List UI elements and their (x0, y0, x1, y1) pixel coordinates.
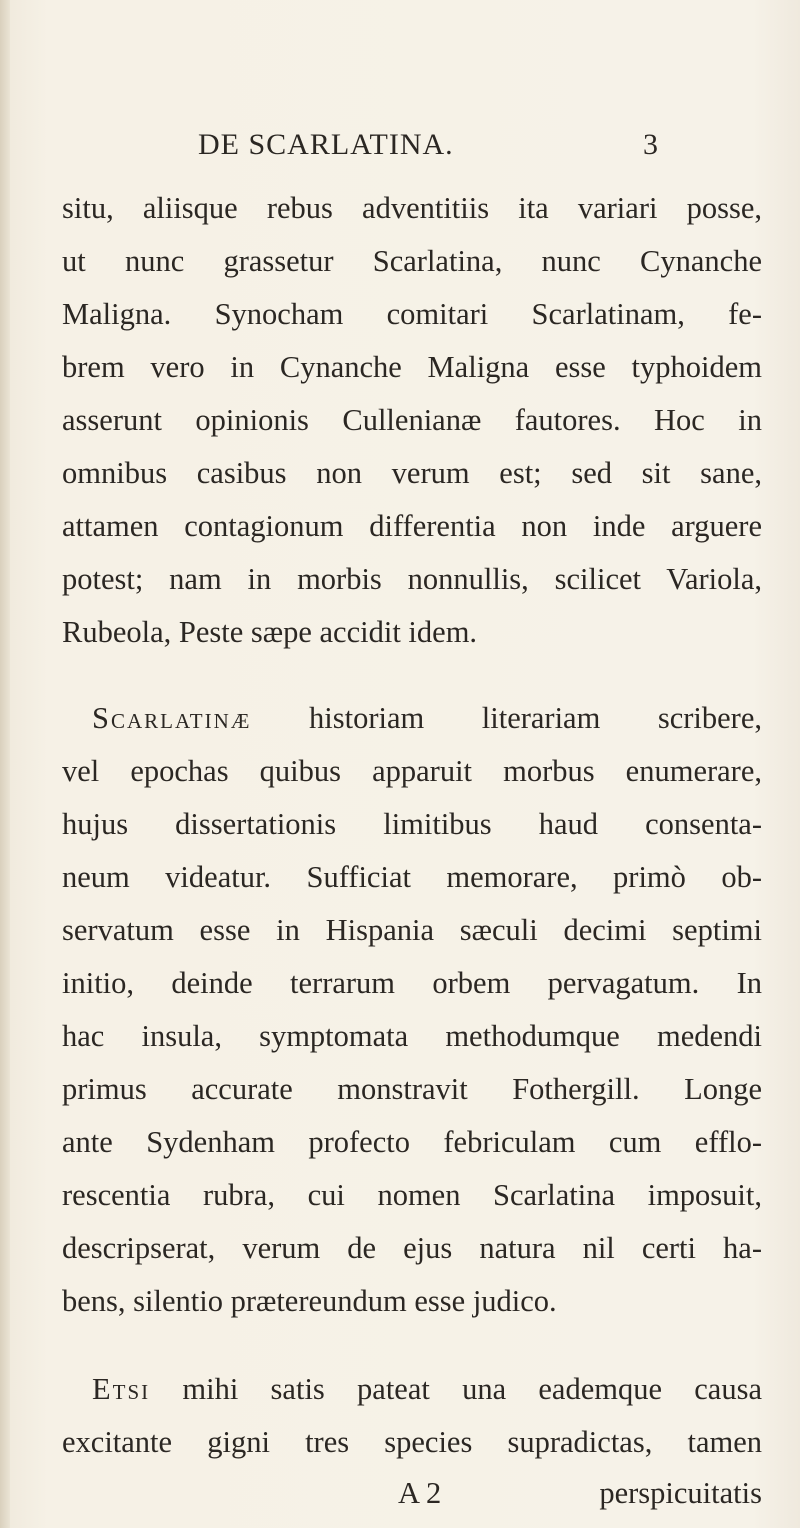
text-line: primus accurate monstravit Fothergill. Longe (62, 1072, 762, 1106)
text-line: initio, deinde terrarum orbem pervagatum. In (62, 966, 762, 1000)
text-line: asserunt opinionis Cullenianæ fautores. Hoc in (62, 403, 762, 437)
page-header (198, 128, 658, 168)
text-line: Maligna. Synocham comitari Scarlatinam, fe- (62, 297, 762, 331)
text-line: vel epochas quibus apparuit morbus enumerare, (62, 754, 762, 788)
page-gutter-shadow (0, 0, 10, 1528)
text-line: excitante gigni tres species supradictas, tamen (62, 1425, 762, 1459)
text-line: Rubeola, Peste sæpe accidit idem. (62, 615, 478, 649)
text-line: attamen contagionum differentia non inde arguere (62, 509, 762, 543)
text-line: neum videatur. Sufficiat memorare, primò ob- (62, 860, 762, 894)
text-line: descripserat, verum de ejus natura nil certi ha- (62, 1231, 762, 1265)
page-footer (62, 1471, 762, 1515)
text-line-fragment: historiam literariam scribere, (309, 701, 762, 735)
text-line: hac insula, symptomata methodumque medendi (62, 1019, 762, 1053)
text-line: brem vero in Cynanche Maligna esse typhoidem (62, 350, 762, 384)
page-number: 3 (643, 128, 658, 161)
paragraph-lead-word: Scarlatinæ (92, 701, 252, 735)
signature-mark: A 2 (398, 1476, 442, 1510)
paragraph-first-line (92, 1367, 762, 1411)
text-line: bens, silentio prætereundum esse judico. (62, 1284, 557, 1318)
text-line: omnibus casibus non verum est; sed sit sane, (62, 456, 762, 490)
text-line: servatum esse in Hispania sæculi decimi septimi (62, 913, 762, 947)
running-head: DE SCARLATINA. (198, 128, 454, 161)
catchword: perspicuitatis (599, 1476, 762, 1510)
text-line: ante Sydenham profecto febriculam cum efflo- (62, 1125, 762, 1159)
paragraph-lead-word: Etsi (92, 1372, 151, 1406)
text-line: hujus dissertationis limitibus haud consenta- (62, 807, 762, 841)
text-line: potest; nam in morbis nonnullis, scilicet Variola, (62, 562, 762, 596)
text-line: ut nunc grassetur Scarlatina, nunc Cynanche (62, 244, 762, 278)
paragraph-first-line (92, 696, 762, 740)
text-line-fragment: mihi satis pateat una eademque causa (182, 1372, 762, 1406)
text-line: rescentia rubra, cui nomen Scarlatina imposuit, (62, 1178, 762, 1212)
text-line: situ, aliisque rebus adventitiis ita variari posse, (62, 191, 762, 225)
